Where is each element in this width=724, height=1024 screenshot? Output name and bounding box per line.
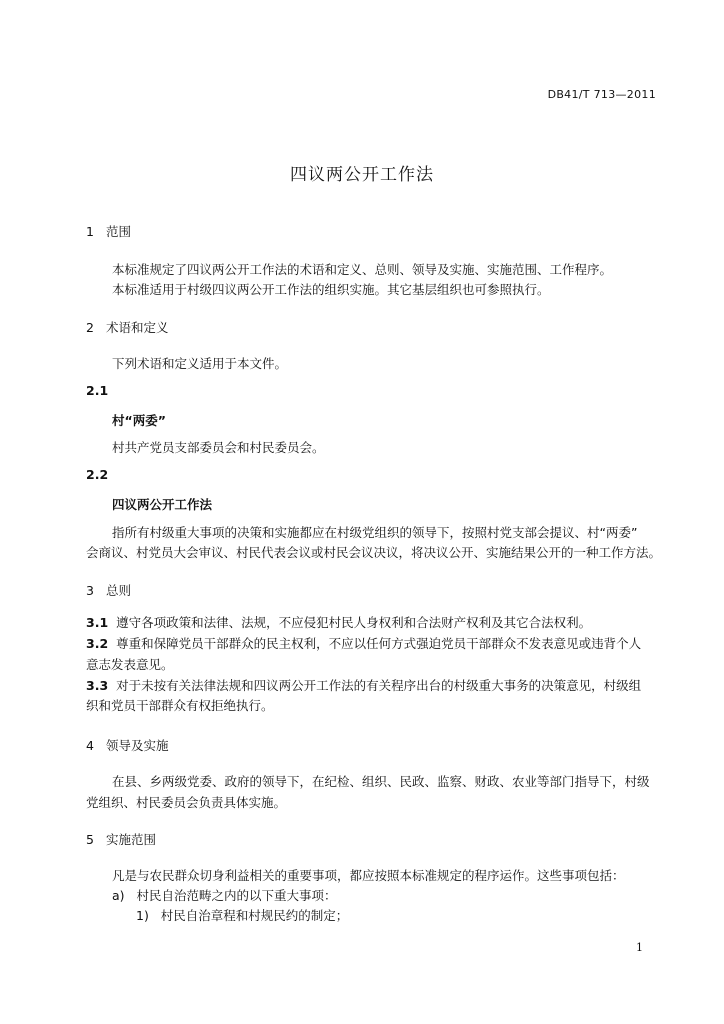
terms-intro: 下列术语和定义适用于本文件。 [112, 356, 288, 371]
clause-3-1 [86, 613, 591, 631]
clause-number: 3.1 [86, 615, 109, 630]
list-item-a [112, 886, 336, 904]
term-2-2-term: 四议两公开工作法 [112, 497, 213, 512]
list-text: 村民自治章程和村规民约的制定； [160, 908, 349, 923]
clause-text: 对于未按有关法律法规和四议两公开工作法的有关程序出台的村级重大事务的决策意见，村级组 [116, 678, 642, 693]
section-title: 领导及实施 [106, 738, 169, 753]
section-number: 3 [86, 583, 94, 598]
section-number: 2 [86, 320, 94, 335]
scope-paragraph-2: 本标准适用于村级四议两公开工作法的组织实施。其它基层组织也可参照执行。 [112, 282, 550, 297]
section-5-heading [86, 830, 156, 848]
standard-number: DB41/T 713—2011 [547, 88, 656, 101]
document-title: 四议两公开工作法 [290, 165, 434, 185]
section-title: 术语和定义 [106, 320, 169, 335]
section-1-heading [86, 222, 131, 240]
section-number: 1 [86, 224, 94, 239]
term-2-2-definition-line-2: 会商议、村党员大会审议、村民代表会议或村民会议决议，将决议公开、实施结果公开的一种工作方法。 [86, 545, 662, 560]
clause-3-3-line-1 [86, 676, 641, 694]
section-3-heading [86, 581, 131, 599]
leadership-line-2: 党组织、村民委员会负责具体实施。 [86, 795, 287, 810]
clause-number: 3.2 [86, 636, 109, 651]
term-2-1-number: 2.1 [86, 383, 109, 398]
term-2-2-definition-line-1: 指所有村级重大事项的决策和实施都应在村级党组织的领导下，按照村党支部会提议、村“两委” [112, 525, 638, 540]
page-number: 1 [636, 941, 643, 954]
list-label: a) [112, 888, 125, 903]
clause-text: 尊重和保障党员干部群众的民主权利，不应以任何方式强迫党员干部群众不发表意见或违背个人 [116, 636, 642, 651]
section-4-heading [86, 736, 169, 754]
section-number: 5 [86, 832, 94, 847]
section-title: 范围 [106, 224, 132, 239]
term-2-1-definition: 村共产党员支部委员会和村民委员会。 [112, 440, 325, 455]
section-2-heading [86, 318, 169, 336]
clause-number: 3.3 [86, 678, 109, 693]
list-item-1 [136, 906, 348, 924]
list-text: 村民自治范畴之内的以下重大事项： [136, 888, 337, 903]
list-label: 1) [136, 908, 149, 923]
section-title: 实施范围 [106, 832, 157, 847]
term-2-1-term: 村“两委” [112, 413, 166, 428]
clause-text: 遵守各项政策和法律、法规，不应侵犯村民人身权利和合法财产权利及其它合法权利。 [116, 615, 592, 630]
clause-3-2-line-2: 意志发表意见。 [86, 657, 174, 672]
scope-paragraph-1: 本标准规定了四议两公开工作法的术语和定义、总则、领导及实施、实施范围、工作程序。 [112, 262, 613, 277]
clause-3-3-line-2: 织和党员干部群众有权拒绝执行。 [86, 698, 274, 713]
term-2-2-number: 2.2 [86, 467, 109, 482]
clause-3-2-line-1 [86, 634, 641, 652]
leadership-line-1: 在县、乡两级党委、政府的领导下，在纪检、组织、民政、监察、财政、农业等部门指导下，村级 [112, 774, 650, 789]
section-title: 总则 [106, 583, 132, 598]
section-number: 4 [86, 738, 94, 753]
scope-intro: 凡是与农民群众切身利益相关的重要事项，都应按照本标准规定的程序运作。这些事项包括： [112, 868, 625, 883]
